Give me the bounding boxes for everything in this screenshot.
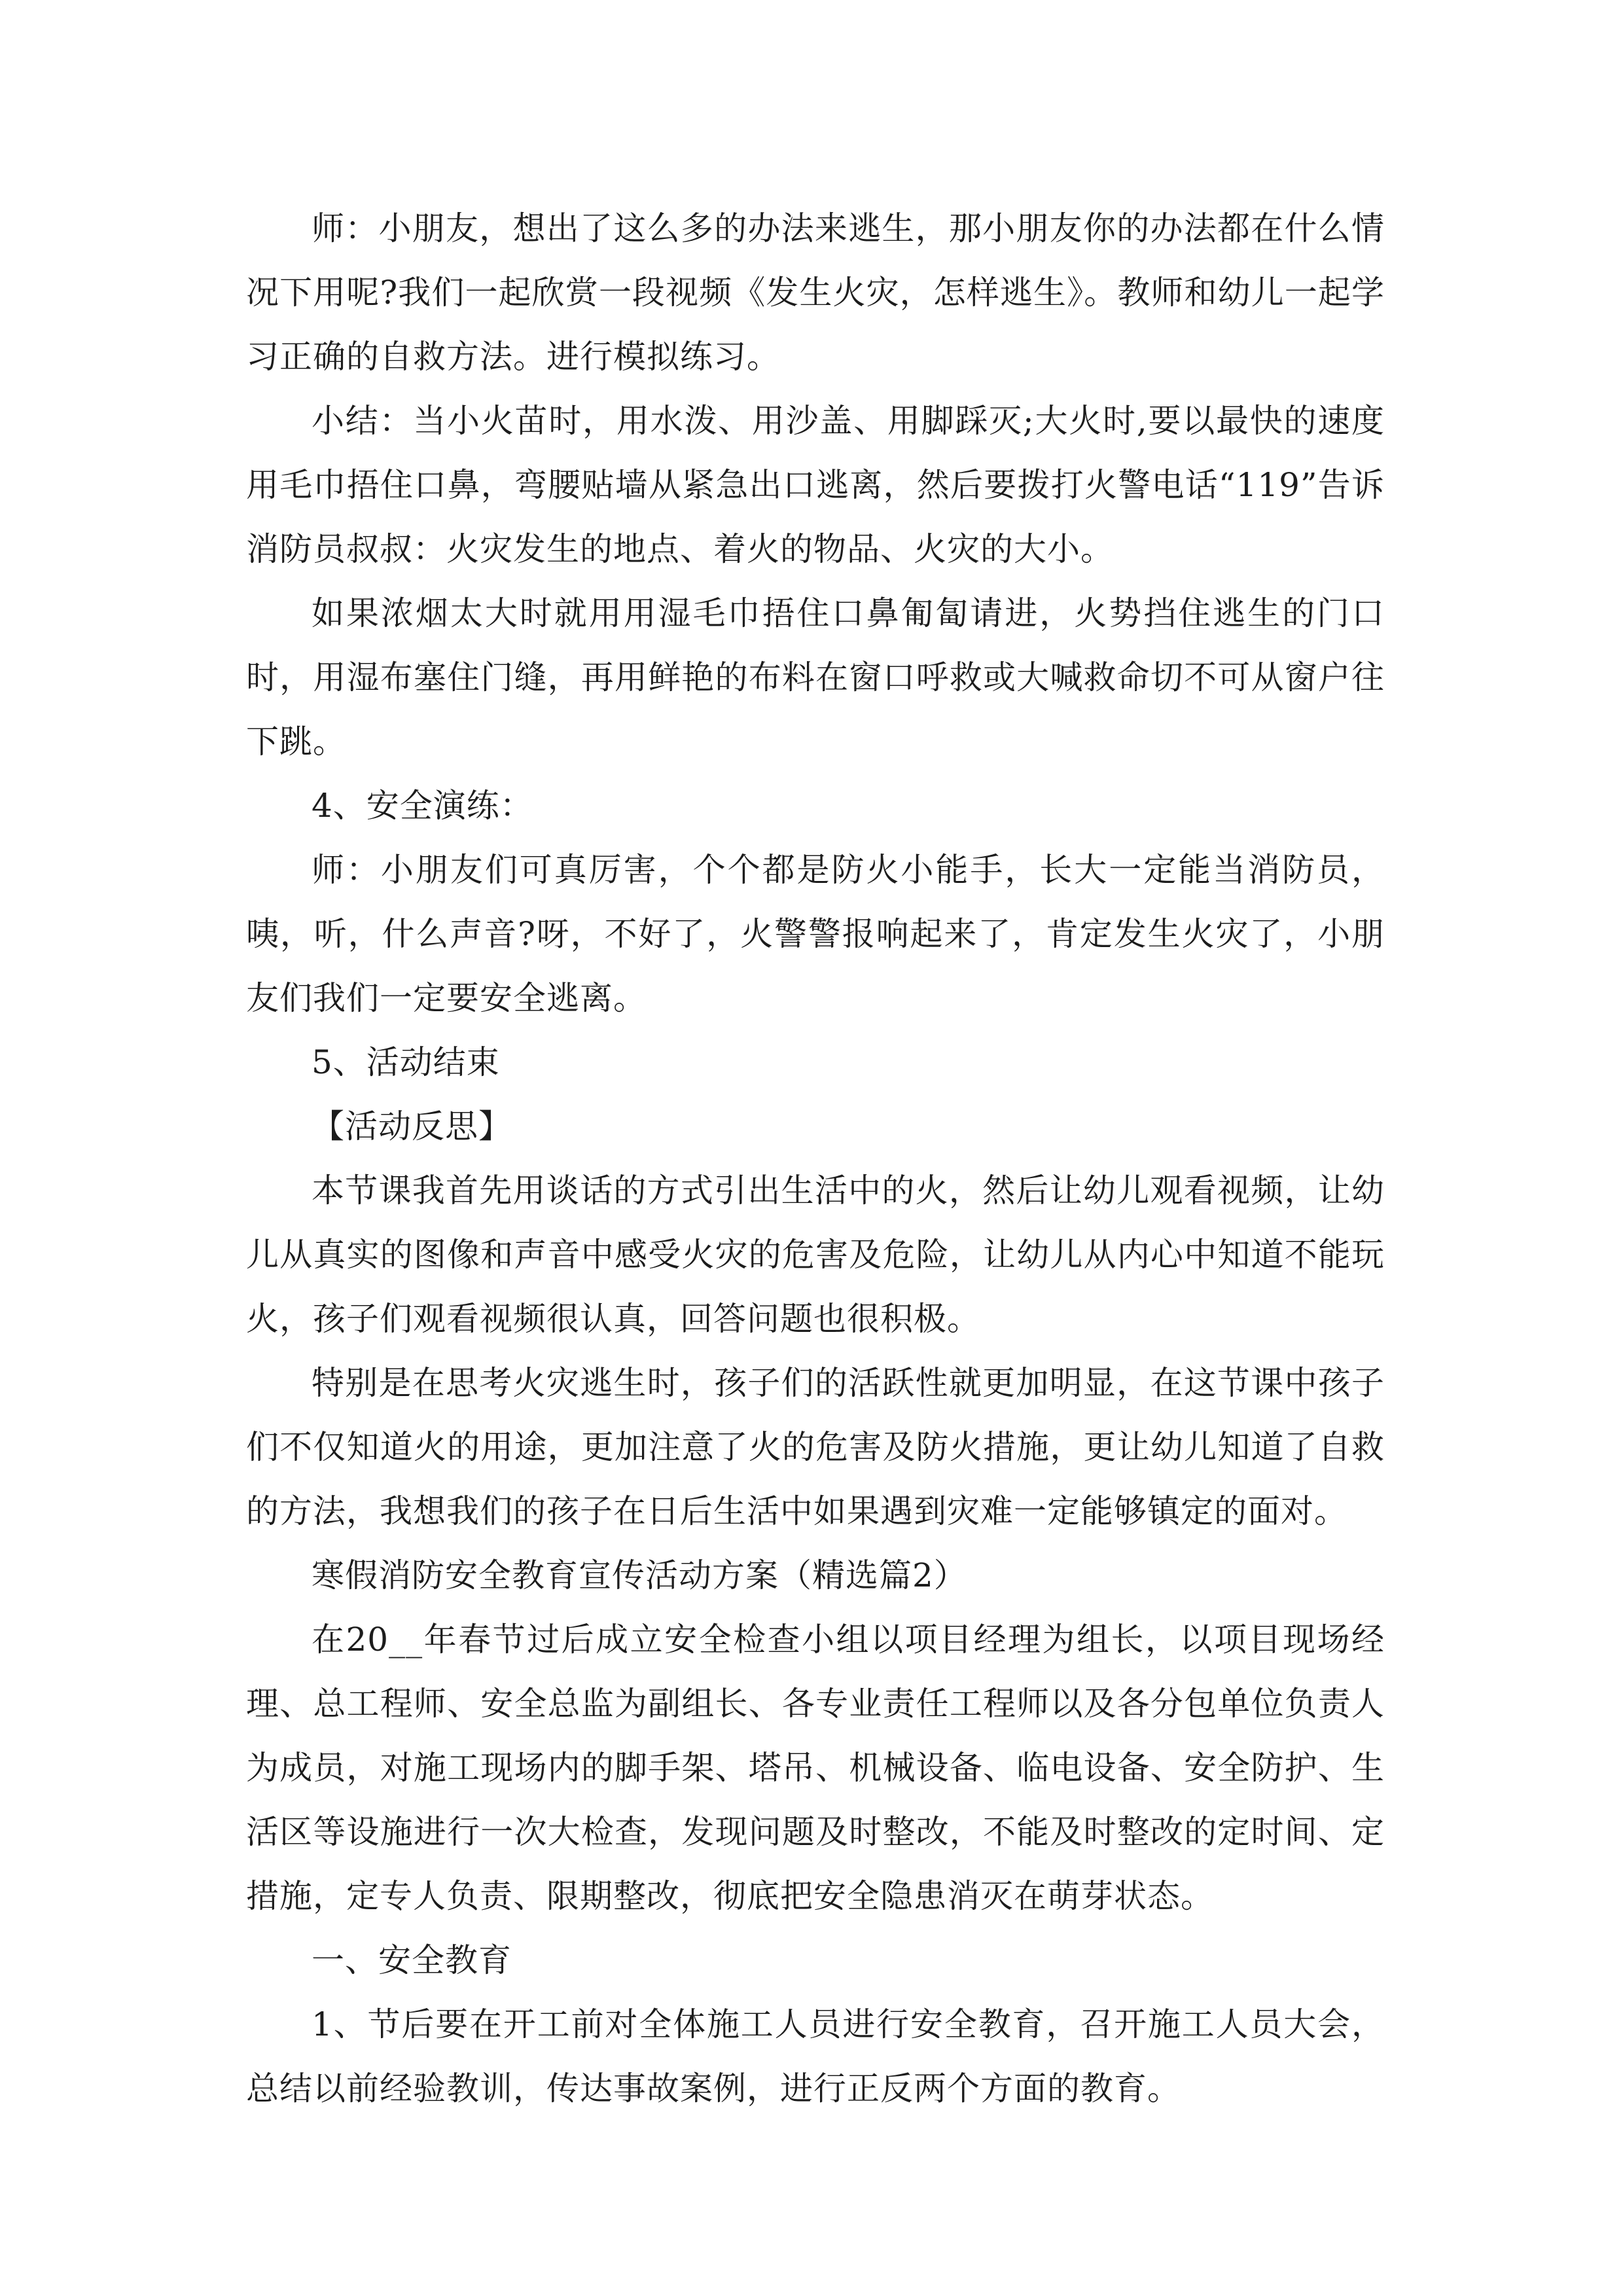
paragraph-smoke-advice: 如果浓烟太大时就用用湿毛巾捂住口鼻匍匐请进，火势挡住逃生的门口时，用湿布塞住门缝，再用鲜艳的布料在窗口呼救或大喊救命切不可从窗户往下跳。 — [246, 594, 1385, 761]
section-heading-safety-education: 一、安全教育 — [312, 1941, 512, 1979]
section-heading-reflection: 【活动反思】 — [312, 1107, 512, 1145]
paragraph-drill-dialogue: 师：小朋友们可真厉害，个个都是防火小能手，长大一定能当消防员，咦，听，什么声音?呀，不好了，火警警报响起来了，肯定发生火灾了，小朋友们我们一定要安全逃离。 — [246, 851, 1385, 1017]
paragraph-reflection-1: 本节课我首先用谈话的方式引出生活中的火，然后让幼儿观看视频，让幼儿从真实的图像和声音中感受火灾的危害及危险，让幼儿从内心中知道不能玩火，孩子们观看视频很认真，回答问题也很积极。 — [246, 1172, 1385, 1338]
document-body — [246, 196, 1385, 2121]
paragraph-inspection-team: 在20__年春节过后成立安全检查小组以项目经理为组长，以项目现场经理、总工程师、安全总监为副组长、各专业责任工程师以及各分包单位负责人为成员，对施工现场内的脚手架、塔吊、机械设备、临电设备、安全防护、生活区等设施进行一次大检查，发现问题及时整改，不能及时整改的定时间、定措施，定专人负责、限期整改，彻底把安全隐患消灭在萌芽状态。 — [246, 1621, 1385, 1915]
paragraph-education-item-1: 1、节后要在开工前对全体施工人员进行安全教育，召开施工人员大会，总结以前经验教训，传达事故案例，进行正反两个方面的教育。 — [246, 2005, 1385, 2108]
paragraph-summary: 小结：当小火苗时，用水泼、用沙盖、用脚踩灭;大火时,要以最快的速度用毛巾捂住口鼻，弯腰贴墙从紧急出口逃离，然后要拨打火警电话“119”告诉消防员叔叔：火灾发生的地点、着火的物品、火灾的大小。 — [246, 402, 1385, 568]
article-title-plan-2: 寒假消防安全教育宣传活动方案（精选篇2） — [312, 1556, 967, 1594]
paragraph-reflection-2: 特别是在思考火灾逃生时，孩子们的活跃性就更加明显，在这节课中孩子们不仅知道火的用途，更加注意了火的危害及防火措施，更让幼儿知道了自救的方法，我想我们的孩子在日后生活中如果遇到灾难一定能够镇定的面对。 — [246, 1364, 1385, 1530]
paragraph-fire-escape-discussion: 师：小朋友，想出了这么多的办法来逃生，那小朋友你的办法都在什么情况下用呢?我们一起欣赏一段视频《发生火灾，怎样逃生》。教师和幼儿一起学习正确的自救方法。进行模拟练习。 — [246, 209, 1385, 376]
section-heading-safety-drill: 4、安全演练： — [312, 787, 533, 825]
section-heading-activity-end: 5、活动结束 — [312, 1043, 500, 1081]
